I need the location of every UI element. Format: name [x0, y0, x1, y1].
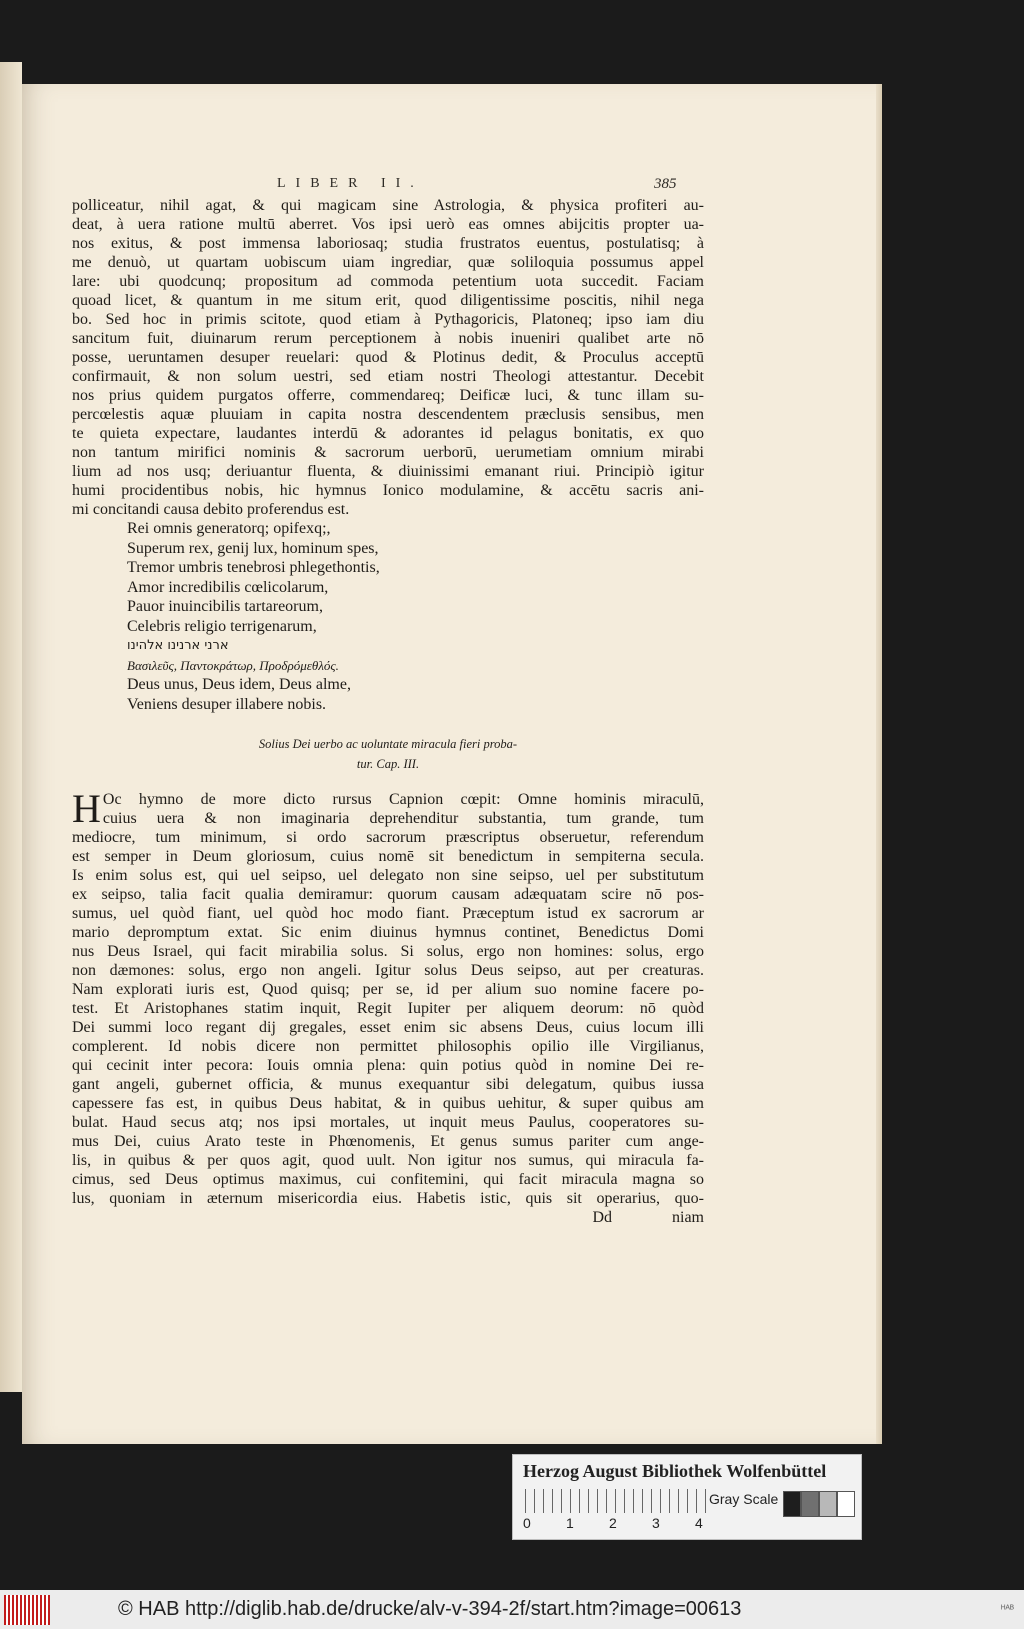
ruler-number: 0	[523, 1515, 531, 1531]
gray-swatch	[783, 1491, 801, 1517]
text-line: Dei summi loco regant dij gregales, esset enim sic absens Deus, cuius locum illi	[72, 1019, 704, 1036]
text-line: Nam explorati iuris est, Quod quisq; per se, id per alium suo nomine facere po-	[72, 981, 704, 998]
verse-line: Veniens desuper illabere nobis.	[127, 695, 327, 713]
hymn-verses	[72, 519, 704, 714]
text-line: capessere fas est, in quibus Deus habitat, & in quibus uehitur, & super quibus am	[72, 1095, 704, 1112]
text-line: non dæmones: solus, ergo non angeli. Igitur solus Deus seipso, aut per creaturas.	[72, 962, 704, 979]
text-line: test. Et Aristophanes statim inquit, Regit Iupiter per aliquem deorum: nō quòd	[72, 1000, 704, 1017]
text-line: te quieta expectare, laudantes interdū & adorantes id pelagus bonitatis, ex quo	[72, 425, 704, 442]
verse-line: Celebris religio terrigenarum,	[127, 617, 317, 635]
book-page	[22, 84, 882, 1444]
text-line: lare: ubi quodcunq; propositum ad commoda petentium uota succedit. Faciam	[72, 273, 704, 290]
text-line: est semper in Deum gloriosum, cuius nomē sit benedictum in sempiterna secula.	[72, 848, 704, 865]
text-line: sumus, uel quòd fiant, uel quòd hoc modo fiant. Præceptum istud ex sacrorum ar	[72, 905, 704, 922]
text-line: deat, à uera ratione multū aberret. Vos ipsi uerò eas omnes abijcitis propter ua-	[72, 216, 704, 233]
text-line: polliceatur, nihil agat, & qui magicam sine Astrologia, & physica profiteri au-	[72, 197, 704, 214]
text-line: lus, quoniam in æternum misericordia eius. Habetis istic, quis sit operarius, quo-	[72, 1190, 704, 1207]
text-line: nus Deus Israel, qui facit mirabilia solus. Si solus, ergo non homines: solus, ergo	[72, 943, 704, 960]
chapter-heading-line: tur. Cap. III.	[356, 757, 420, 771]
text-line: mario depromptum extat. Sic enim diuinus hymnus continet, Benedictus Domi	[72, 924, 704, 941]
text-line: nos prius quidem purgatos offerre, commendareq; Deificæ luci, & tunc illam su-	[72, 387, 704, 404]
text-line: cimus, sed Deus optimus maximus, cui confitemini, qui facit miracula magna so	[72, 1171, 704, 1188]
text-line: cuius uera & non imaginaria deprehenditur substantia, tum grande, tum	[102, 810, 704, 827]
verse-line: Βασιλεῦς, Παντοκράτωρ, Προδρόμεθλός.	[127, 657, 339, 673]
drop-capital: H	[72, 786, 101, 831]
ruler-scale	[525, 1489, 707, 1513]
text-line: sancitum fuit, diuinarum rerum perceptionem à nobis inueniri qualibet arte nō	[72, 330, 704, 347]
text-line: bulat. Haud secus atq; nos ipsi mortales, ut inquit meus Paulus, cooperatores su-	[72, 1114, 704, 1131]
text-line: complerent. Id nobis dicere non permittet philosophis opilio ille Virgilianus,	[72, 1038, 704, 1055]
verse-line: Pauor inuincibilis tartareorum,	[127, 598, 323, 615]
verse-line: Tremor umbris tenebrosi phlegethontis,	[127, 559, 380, 576]
ruler-number: 2	[609, 1515, 617, 1531]
ruler-number: 1	[566, 1515, 574, 1531]
gray-swatch	[819, 1491, 837, 1517]
text-line: me denuò, ut quartam uobiscum uiam ingrediar, quæ soliloquia possumus appel	[72, 254, 704, 271]
text-line: ex seipso, talia facit qualia demiramur: quorum causam adæquatam scire nō pos-	[72, 886, 704, 903]
facing-page-edge	[0, 62, 22, 1392]
hab-logo-icon	[4, 1595, 50, 1625]
running-head	[22, 176, 882, 196]
text-line: qui cecinit inter pecora: Iouis omnia plena: quin potius quòd in nomine Dei re-	[72, 1057, 704, 1074]
running-title: LIBER II.	[277, 176, 424, 191]
text-line: Is enim solus est, qui uel seipso, uel delegato non sine seipso, uel per substitutum	[72, 867, 704, 884]
text-line: nos exitus, & post immensa laboriosaq; studia frustratos euentus, postulatisq; à	[72, 235, 704, 252]
gray-scale-label: Gray Scale	[709, 1491, 779, 1507]
gray-swatch	[801, 1491, 819, 1517]
verse-line: ארני ארנינו אלהינו	[127, 638, 229, 653]
text-line: mus Dei, cuius Arato teste in Phœnomenis, Et genus sumus pariter cum ange-	[72, 1133, 704, 1150]
text-line: confirmauit, & non solum uestri, sed etiam nostri Theologi attestantur. Decebit	[72, 368, 704, 385]
verse-line: Rei omnis generatorq; opifexq;,	[127, 520, 331, 537]
text-line: posse, ueruntamen desuper reuelari: quod & Plotinus dedit, & Proculus acceptū	[72, 349, 704, 366]
library-name: Herzog August Bibliothek Wolfenbüttel	[523, 1461, 827, 1481]
footer-url[interactable]: © HAB http://diglib.hab.de/drucke/alv-v-394-2f/start.htm?image=00613	[118, 1598, 742, 1620]
chapter-heading-line: Solius Dei uerbo ac uoluntate miracula fieri proba-	[258, 737, 518, 751]
text-block	[72, 196, 704, 1227]
text-line: gant angeli, gubernet officia, & munus exequantur sibi delegatum, quibus iussa	[72, 1076, 704, 1093]
body-paragraph	[72, 196, 704, 519]
chapter-heading	[72, 734, 704, 774]
page-edge	[876, 84, 882, 1444]
verse-line: Amor incredibilis cœlicolarum,	[127, 578, 329, 596]
color-calibration-card	[512, 1454, 862, 1540]
ruler-number: 4	[695, 1515, 703, 1531]
catchword: niam	[672, 1209, 704, 1226]
page-number: 385	[654, 176, 677, 192]
text-line: lium ad nos usq; deriuantur fluenta, & diuinissimi emanant riui. Principiò igitur	[72, 463, 704, 480]
gray-swatch	[837, 1491, 855, 1517]
text-line: humi procidentibus nobis, hic hymnus Ionico modulamine, & accētu sacris ani-	[72, 482, 704, 499]
text-line: mi concitandi causa debito proferendus est.	[72, 501, 350, 518]
text-line: Oc hymno de more dicto rursus Capnion cœpit: Omne hominis miraculū,	[102, 791, 704, 808]
chapter-paragraph	[72, 786, 704, 1208]
text-line: percœlestis aquæ pluuiam in capita nostra descendentem præclusis sensibus, men	[72, 406, 704, 423]
text-line: bo. Sed hoc in primis scitote, quod etiam à Pythagoricis, Platoneq; ipso iam diu	[72, 311, 704, 328]
signature-line	[72, 1208, 704, 1227]
ruler-number: 3	[652, 1515, 660, 1531]
footer-mark: ᴴᴬᴮ	[1001, 1604, 1014, 1615]
verse-line: Deus unus, Deus idem, Deus alme,	[127, 676, 351, 693]
text-line: lis, in quibus & per quos agit, quod uult. Non igitur nos sumus, qui miracula fa-	[72, 1152, 704, 1169]
footer-bar	[0, 1590, 1024, 1629]
text-line: mediocre, tum minimum, si ordo sacrorum præscriptus obseruetur, referendum	[72, 829, 704, 846]
text-line: non tantum mirifici nominis & sacrorum uerborū, uerumetiam omnium mirabi	[72, 444, 704, 461]
text-line: quoad licet, & quantum in me situm erit, quod diligentissime poscitis, nihil nega	[72, 292, 704, 309]
signature-mark: Dd	[592, 1209, 612, 1226]
verse-line: Superum rex, genij lux, hominum spes,	[127, 539, 379, 557]
